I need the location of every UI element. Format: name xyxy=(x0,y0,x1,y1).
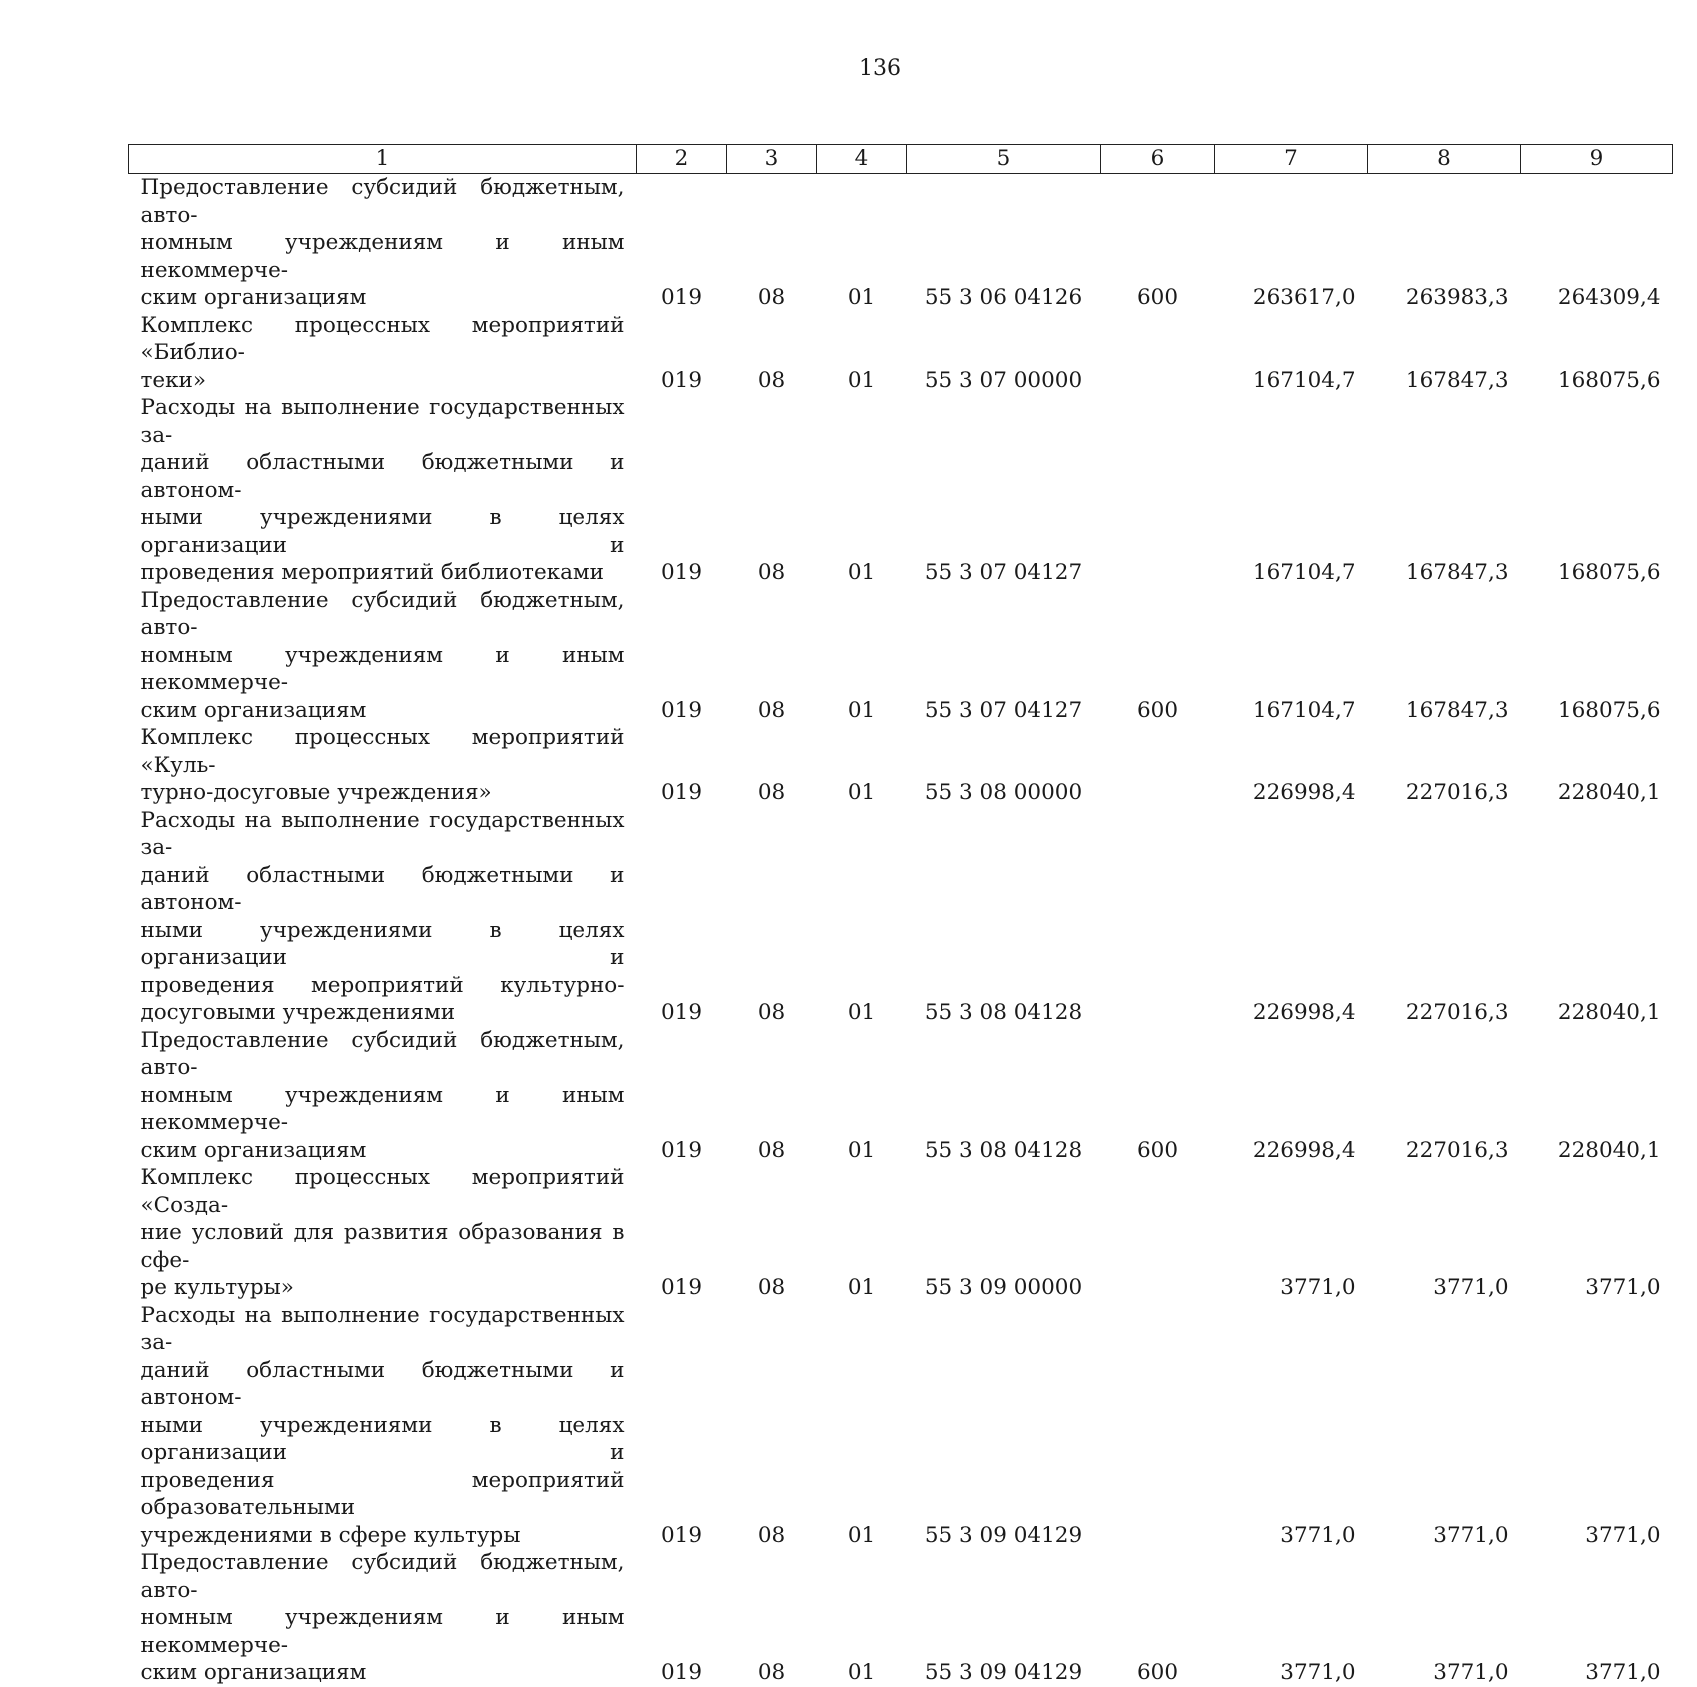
amount-year-3: 264309,4 xyxy=(1557,285,1661,310)
subsection-code: 01 xyxy=(847,1660,876,1685)
expense-name xyxy=(129,1302,637,1550)
expense-name xyxy=(129,394,637,587)
expense-name xyxy=(129,312,637,395)
amount-year-1: 226998,4 xyxy=(1252,1137,1356,1163)
subsection-code: 01 xyxy=(847,1137,876,1163)
page-number: 136 xyxy=(859,56,901,81)
ministry-code: 019 xyxy=(660,560,703,585)
subsection-code: 01 xyxy=(847,560,876,585)
section-code: 08 xyxy=(757,367,786,393)
header-col-8: 8 xyxy=(1368,145,1521,174)
expense-name-line: Комплекс процессных мероприятий «Библио- xyxy=(140,312,625,365)
expense-name-line: Предоставление субсидий бюджетным, авто- xyxy=(140,175,625,228)
expense-name-line: ными учреждениями в целях организации и xyxy=(140,917,625,970)
expense-name-line: ским организациям xyxy=(140,285,367,310)
ministry-code: 019 xyxy=(660,285,703,310)
ministry-code: 019 xyxy=(660,697,703,723)
table-row xyxy=(129,1027,1673,1165)
ministry-code: 019 xyxy=(660,1660,703,1685)
table-row xyxy=(129,1164,1673,1302)
expense-name-line: номным учреждениям и иным некоммерче- xyxy=(140,230,625,283)
expense-name xyxy=(129,174,637,312)
amount-year-1: 167104,7 xyxy=(1252,697,1356,723)
expense-name-line: номным учреждениям и иным некоммерче- xyxy=(140,1605,625,1658)
expense-name-line: даний областными бюджетными и автоном- xyxy=(140,450,625,503)
expense-name-line: досуговыми учреждениями xyxy=(140,1000,456,1025)
target-article-code: 55 3 07 00000 xyxy=(924,367,1083,393)
ministry-code: 019 xyxy=(660,1137,703,1163)
expense-name-line: ским организациям xyxy=(140,1137,367,1163)
target-article-code: 55 3 09 04129 xyxy=(924,1660,1083,1685)
section-code: 08 xyxy=(757,1275,786,1300)
ministry-code: 019 xyxy=(660,1275,703,1300)
subsection-code: 01 xyxy=(847,780,876,805)
expense-name-line: Предоставление субсидий бюджетным, авто- xyxy=(140,1550,625,1603)
expense-name-line: ским организациям xyxy=(140,697,367,723)
table-row xyxy=(129,807,1673,1027)
expense-type-code xyxy=(1101,807,1215,1027)
header-col-3: 3 xyxy=(727,145,817,174)
ministry-code: 019 xyxy=(660,367,703,393)
ministry-code: 019 xyxy=(660,1000,703,1025)
header-col-5: 5 xyxy=(907,145,1101,174)
section-code: 08 xyxy=(757,285,786,310)
amount-year-1: 167104,7 xyxy=(1252,560,1356,585)
expense-type-code: 600 xyxy=(1136,1137,1179,1163)
expense-name-line: турно-досуговые учреждения» xyxy=(140,780,492,805)
expense-name-line: Комплекс процессных мероприятий «Созда- xyxy=(140,1165,625,1218)
expense-name-line: ние условий для развития образования в сфе- xyxy=(140,1220,625,1273)
expense-name-line: проведения мероприятий библиотеками xyxy=(140,560,604,585)
expense-name-line: ре культуры» xyxy=(140,1275,294,1300)
amount-year-1: 3771,0 xyxy=(1280,1275,1356,1300)
expense-name-line: учреждениями в сфере культуры xyxy=(140,1522,521,1548)
expense-type-code: 600 xyxy=(1136,697,1179,723)
amount-year-2: 167847,3 xyxy=(1405,560,1509,585)
expense-name xyxy=(129,1549,637,1687)
section-code: 08 xyxy=(757,1000,786,1025)
amount-year-3: 228040,1 xyxy=(1557,1137,1661,1163)
amount-year-1: 167104,7 xyxy=(1252,367,1356,393)
section-code: 08 xyxy=(757,697,786,723)
table-row xyxy=(129,1302,1673,1550)
ministry-code: 019 xyxy=(660,1522,703,1548)
amount-year-3: 3771,0 xyxy=(1585,1275,1661,1300)
section-code: 08 xyxy=(757,1522,786,1548)
amount-year-1: 263617,0 xyxy=(1252,285,1356,310)
expense-name xyxy=(129,1164,637,1302)
amount-year-2: 3771,0 xyxy=(1433,1522,1509,1548)
amount-year-2: 3771,0 xyxy=(1433,1275,1509,1300)
amount-year-2: 227016,3 xyxy=(1405,780,1509,805)
amount-year-1: 226998,4 xyxy=(1252,780,1356,805)
expense-name-line: ским организациям xyxy=(140,1660,367,1685)
expense-type-code xyxy=(1101,394,1215,587)
amount-year-3: 168075,6 xyxy=(1557,697,1661,723)
target-article-code: 55 3 09 00000 xyxy=(924,1275,1083,1300)
expense-name-line: Комплекс процессных мероприятий «Куль- xyxy=(140,725,625,778)
subsection-code: 01 xyxy=(847,285,876,310)
section-code: 08 xyxy=(757,780,786,805)
expense-type-code: 600 xyxy=(1136,1660,1179,1685)
expense-name xyxy=(129,1027,637,1165)
section-code: 08 xyxy=(757,560,786,585)
subsection-code: 01 xyxy=(847,1275,876,1300)
target-article-code: 55 3 08 04128 xyxy=(924,1000,1083,1025)
target-article-code: 55 3 08 04128 xyxy=(924,1137,1083,1163)
amount-year-2: 227016,3 xyxy=(1405,1137,1509,1163)
amount-year-1: 226998,4 xyxy=(1252,1000,1356,1025)
ministry-code: 019 xyxy=(660,780,703,805)
expense-type-code: 600 xyxy=(1136,285,1179,310)
expense-name xyxy=(129,587,637,725)
amount-year-2: 227016,3 xyxy=(1405,1000,1509,1025)
budget-table xyxy=(128,144,1673,1687)
subsection-code: 01 xyxy=(847,1522,876,1548)
section-code: 08 xyxy=(757,1137,786,1163)
expense-name-line: Предоставление субсидий бюджетным, авто- xyxy=(140,587,625,640)
expense-type-code xyxy=(1101,1164,1215,1302)
table-body xyxy=(129,174,1673,1687)
expense-name-line: ными учреждениями в целях организации и xyxy=(140,505,625,558)
target-article-code: 55 3 07 04127 xyxy=(924,697,1083,723)
expense-name-line: даний областными бюджетными и автоном- xyxy=(140,862,625,915)
amount-year-3: 228040,1 xyxy=(1557,780,1661,805)
expense-name-line: проведения мероприятий образовательными xyxy=(140,1467,625,1520)
expense-name-line: проведения мероприятий культурно- xyxy=(140,972,625,998)
target-article-code: 55 3 09 04129 xyxy=(924,1522,1083,1548)
amount-year-3: 3771,0 xyxy=(1585,1660,1661,1685)
expense-name-line: номным учреждениям и иным некоммерче- xyxy=(140,1082,625,1135)
expense-name-line: даний областными бюджетными и автоном- xyxy=(140,1357,625,1410)
header-col-1: 1 xyxy=(129,145,637,174)
section-code: 08 xyxy=(757,1660,786,1685)
expense-name xyxy=(129,724,637,807)
target-article-code: 55 3 08 00000 xyxy=(924,780,1083,805)
amount-year-2: 263983,3 xyxy=(1405,285,1509,310)
expense-type-code xyxy=(1101,312,1215,395)
table-row xyxy=(129,312,1673,395)
table-header xyxy=(129,145,1673,174)
header-row xyxy=(129,145,1673,174)
amount-year-3: 228040,1 xyxy=(1557,1000,1661,1025)
expense-name-line: Расходы на выполнение государственных за- xyxy=(140,807,625,860)
expense-name-line: номным учреждениям и иным некоммерче- xyxy=(140,642,625,695)
amount-year-1: 3771,0 xyxy=(1280,1660,1356,1685)
table-row xyxy=(129,1549,1673,1687)
subsection-code: 01 xyxy=(847,367,876,393)
expense-name-line: теки» xyxy=(140,367,207,393)
table-row xyxy=(129,174,1673,312)
amount-year-2: 167847,3 xyxy=(1405,697,1509,723)
table-row xyxy=(129,394,1673,587)
subsection-code: 01 xyxy=(847,697,876,723)
amount-year-1: 3771,0 xyxy=(1280,1522,1356,1548)
expense-type-code xyxy=(1101,1302,1215,1550)
header-col-9: 9 xyxy=(1521,145,1673,174)
expense-name-line: Расходы на выполнение государственных за- xyxy=(140,1302,625,1355)
table-row xyxy=(129,724,1673,807)
amount-year-2: 3771,0 xyxy=(1433,1660,1509,1685)
table-row xyxy=(129,587,1673,725)
expense-name xyxy=(129,807,637,1027)
header-col-2: 2 xyxy=(637,145,727,174)
expense-type-code xyxy=(1101,724,1215,807)
amount-year-3: 168075,6 xyxy=(1557,367,1661,393)
amount-year-3: 3771,0 xyxy=(1585,1522,1661,1548)
amount-year-2: 167847,3 xyxy=(1405,367,1509,393)
header-col-7: 7 xyxy=(1215,145,1368,174)
target-article-code: 55 3 06 04126 xyxy=(924,285,1083,310)
expense-name-line: ными учреждениями в целях организации и xyxy=(140,1412,625,1465)
header-col-6: 6 xyxy=(1101,145,1215,174)
expense-name-line: Предоставление субсидий бюджетным, авто- xyxy=(140,1027,625,1080)
target-article-code: 55 3 07 04127 xyxy=(924,560,1083,585)
expense-name-line: Расходы на выполнение государственных за- xyxy=(140,395,625,448)
header-col-4: 4 xyxy=(817,145,907,174)
amount-year-3: 168075,6 xyxy=(1557,560,1661,585)
subsection-code: 01 xyxy=(847,1000,876,1025)
